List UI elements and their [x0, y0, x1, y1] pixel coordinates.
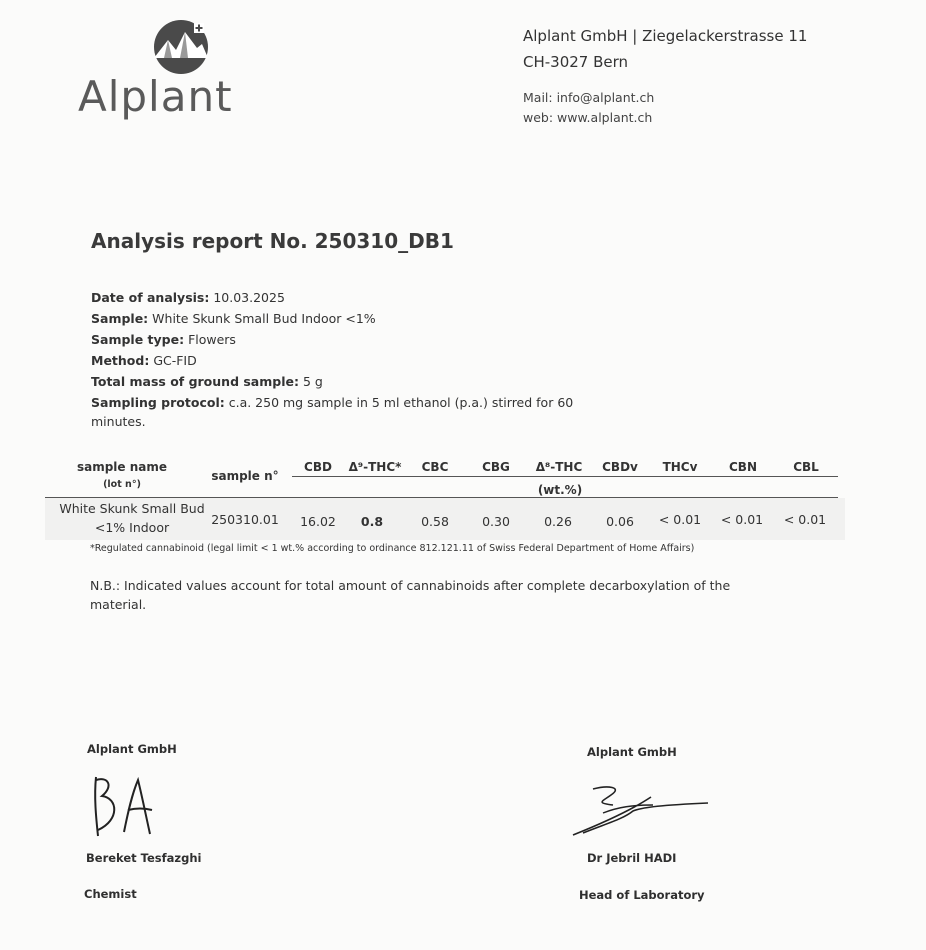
- header-cbdv: CBDv: [602, 460, 638, 474]
- header-cbg: CBG: [482, 460, 510, 474]
- signature-left-name: Bereket Tesfazghi: [86, 851, 202, 865]
- info-mass: Total mass of ground sample: 5 g: [91, 374, 323, 389]
- cell-d9-thc: 0.8: [360, 514, 384, 529]
- company-web: web: www.alplant.ch: [523, 110, 653, 125]
- company-mail: Mail: info@alplant.ch: [523, 90, 655, 105]
- header-d8-thc: Δ⁸-THC: [535, 460, 583, 474]
- report-title: Analysis report No. 250310_DB1: [91, 229, 454, 253]
- note-line1: N.B.: Indicated values account for total amount of cannabinoids after complete decarboxylation of the: [90, 578, 731, 593]
- header-unit: (wt.%): [537, 483, 583, 497]
- company-address-line1: Alplant GmbH | Ziegelackerstrasse 11: [523, 27, 808, 45]
- signature-left-company: Alplant GmbH: [87, 742, 177, 756]
- header-cbn: CBN: [729, 460, 757, 474]
- header-cbl: CBL: [793, 460, 819, 474]
- info-protocol: Sampling protocol: c.a. 250 mg sample in 5 ml ethanol (p.a.) stirred for 60: [91, 395, 574, 410]
- header-cbc: CBC: [421, 460, 449, 474]
- signature-right-handwritten: [563, 783, 713, 843]
- header-cbd: CBD: [304, 460, 332, 474]
- note-line2: material.: [90, 597, 147, 612]
- signature-right-role: Head of Laboratory: [579, 888, 705, 902]
- company-address-line2: CH-3027 Bern: [523, 53, 629, 71]
- signature-right-name: Dr Jebril HADI: [587, 851, 677, 865]
- cell-cbl: < 0.01: [783, 512, 827, 527]
- info-method: Method: GC-FID: [91, 353, 197, 368]
- header-sample-name: sample name: [76, 460, 168, 474]
- cell-d8-thc: 0.26: [544, 514, 572, 529]
- header-d9-thc: Δ⁹-THC*: [348, 460, 402, 474]
- cell-cbdv: 0.06: [606, 514, 634, 529]
- signature-right-company: Alplant GmbH: [587, 745, 677, 759]
- cell-cbd: 16.02: [300, 514, 336, 529]
- cell-cbn: < 0.01: [720, 512, 764, 527]
- info-date: Date of analysis: 10.03.2025: [91, 290, 285, 305]
- cell-cbg: 0.30: [482, 514, 510, 529]
- cell-sample-name-line1: White Skunk Small Bud: [59, 501, 205, 516]
- regulation-footnote: *Regulated cannabinoid (legal limit < 1 wt.% according to ordinance 812.121.11 of Swiss Federal Department of Home Affairs): [90, 543, 695, 554]
- header-rule-bottom: [45, 497, 838, 498]
- cell-thcv: < 0.01: [658, 512, 702, 527]
- header-rule-top: [292, 476, 838, 477]
- signature-left-role: Chemist: [84, 887, 137, 901]
- info-protocol-cont: minutes.: [91, 414, 146, 429]
- info-sample: Sample: White Skunk Small Bud Indoor <1%: [91, 311, 376, 326]
- header-sample-no: sample n°: [211, 469, 279, 483]
- signature-left-handwritten: [88, 772, 158, 842]
- alplant-logo-mark: [150, 18, 212, 76]
- cell-cbc: 0.58: [421, 514, 449, 529]
- header-lot: (lot n°): [103, 479, 141, 490]
- cell-sample-no: 250310.01: [211, 512, 279, 527]
- alplant-logo-text: Alplant: [78, 72, 233, 121]
- cell-sample-name-line2: <1% Indoor: [94, 520, 170, 535]
- info-sample-type: Sample type: Flowers: [91, 332, 236, 347]
- header-thcv: THCv: [662, 460, 698, 474]
